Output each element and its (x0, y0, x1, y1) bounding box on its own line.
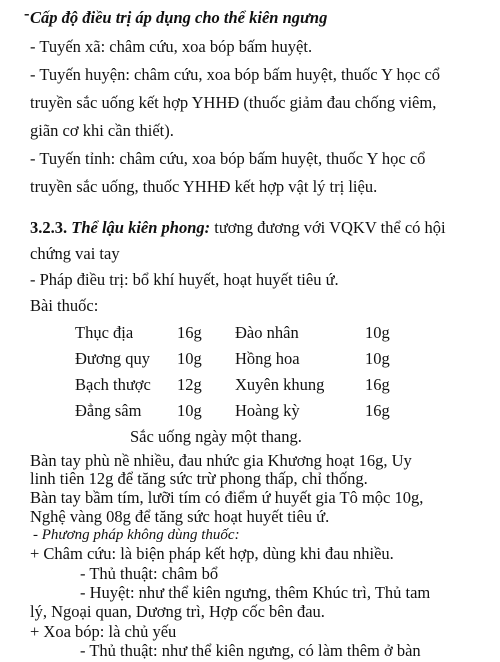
paragraph-line: lý, Ngoại quan, Dương trì, Hợp cốc bên đau. (30, 602, 325, 622)
herb-dose: 10g (177, 349, 202, 368)
treatment-level-heading (24, 4, 500, 28)
herb-row (75, 375, 475, 395)
herb-name: Hồng hoa (235, 349, 300, 368)
herb-dose: 10g (365, 349, 390, 368)
herb-name: Thục địa (75, 323, 134, 342)
paragraph-line: Bàn tay bầm tím, lưỡi tím có điểm ứ huyết gia Tô mộc 10g, (30, 487, 424, 507)
herb-name: Bạch thược (75, 375, 151, 394)
herb-name: Đẳng sâm (75, 401, 142, 420)
dosage-instruction: Sắc uống ngày một thang. (130, 427, 302, 446)
herb-name: Hoàng kỳ (235, 401, 300, 420)
section-heading (30, 218, 500, 238)
section-text: tương đương với VQKV thể có hội (210, 218, 446, 237)
herb-dose: 10g (177, 401, 202, 420)
herb-row (75, 349, 475, 369)
paragraph-line: truyền sắc uống, thuốc YHHĐ kết hợp vật lý trị liệu. (30, 177, 378, 196)
section-title: Thể lậu kiên phong: (71, 218, 211, 237)
herb-dose: 16g (177, 323, 202, 342)
paragraph-line: giãn cơ khi cần thiết). (30, 121, 174, 140)
paragraph-line: + Châm cứu: là biện pháp kết hợp, dùng khi đau nhiều. (30, 544, 394, 564)
paragraph-line: - Thủ thuật: như thể kiên ngưng, có làm thêm ở bàn (80, 641, 421, 660)
non-drug-heading: - Phương pháp không dùng thuốc: (33, 527, 240, 544)
heading-mark: - (24, 4, 30, 23)
herb-dose: 16g (365, 401, 390, 420)
herb-name: Đào nhân (235, 323, 299, 342)
paragraph-line: - Tuyến huyện: châm cứu, xoa bóp bấm huyệt, thuốc Y học cổ (30, 65, 441, 84)
herb-row (75, 323, 475, 343)
paragraph-line: + Xoa bóp: là chủ yếu (30, 621, 177, 641)
herb-dose: 12g (177, 375, 202, 394)
paragraph-line: chứng vai tay (30, 244, 120, 263)
herb-dose: 16g (365, 375, 390, 394)
herb-dose: 10g (365, 323, 390, 342)
herb-name: Đương quy (75, 349, 150, 368)
herb-row (75, 401, 475, 421)
paragraph-line: linh tiên 12g để tăng sức trừ phong thấp, chỉ thống. (30, 469, 368, 489)
herb-name: Xuyên khung (235, 375, 325, 394)
paragraph-line: truyền sắc uống kết hợp YHHĐ (thuốc giảm đau chống viêm, (30, 93, 437, 112)
paragraph-line: Bàn tay phù nề nhiều, đau nhức gia Khương hoạt 16g, Uy (30, 450, 412, 470)
paragraph-line: - Thủ thuật: châm bổ (80, 563, 219, 583)
prescription-label: Bài thuốc: (30, 296, 99, 315)
paragraph-line: - Tuyến tỉnh: châm cứu, xoa bóp bấm huyệt, thuốc Y học cổ (30, 149, 426, 168)
treatment-method: - Pháp điều trị: bổ khí huyết, hoạt huyết tiêu ứ. (30, 270, 339, 289)
section-number: 3.2.3. (30, 218, 68, 237)
heading-text: Cấp độ điều trị áp dụng cho thể kiên ngưng (30, 8, 328, 27)
paragraph-line: - Tuyến xã: châm cứu, xoa bóp bấm huyệt. (30, 37, 313, 56)
paragraph-line: Nghệ vàng 08g để tăng sức hoạt huyết tiêu ứ. (30, 506, 330, 526)
paragraph-line: - Huyệt: như thể kiên ngưng, thêm Khúc trì, Thủ tam (80, 583, 431, 603)
